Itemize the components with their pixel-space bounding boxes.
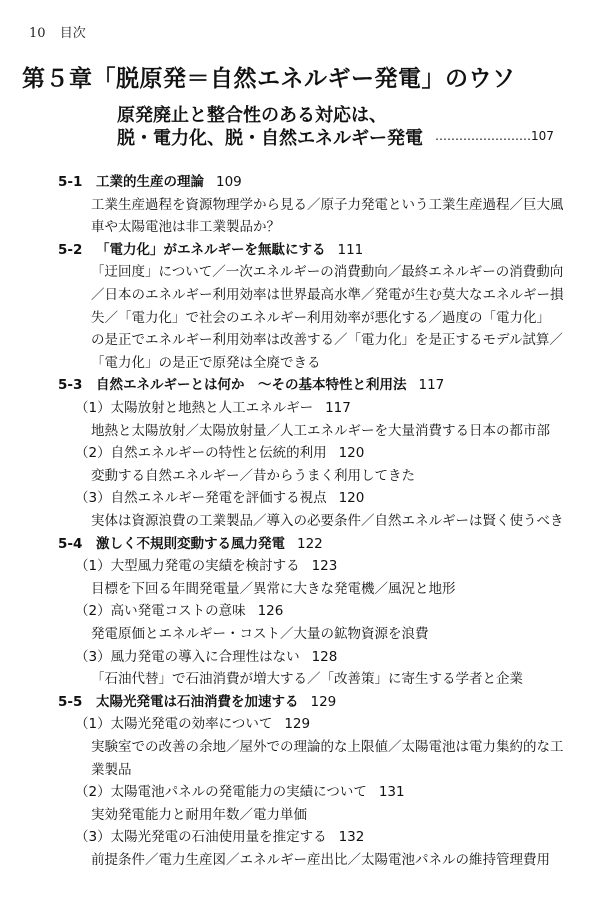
entry-description: 車や太陽電池は非工業製品か？: [91, 219, 280, 236]
subsection-page: 120: [338, 445, 365, 462]
section-heading: [58, 172, 242, 192]
entry-description: 工業生産過程を資源物理学から見る／原子力発電という工業生産過程／巨大風: [91, 196, 564, 213]
entry-description: の是正でエネルギー利用効率は改善する／「電力化」を是正するモデル試算／: [91, 332, 563, 349]
entry-description: 「迂回度」について／一次エネルギーの消費動向／最終エネルギーの消費動向: [91, 264, 564, 281]
section-title: 工業的生産の理論: [96, 174, 204, 190]
subsection-heading: [75, 714, 310, 734]
entry-description: ／日本のエネルギー利用効率は世界最高水準／発電が生む莫大なエネルギー損: [91, 287, 564, 303]
entry-description: 失／「電力化」で社会のエネルギー利用効率が悪化する／過度の「電力化」: [91, 309, 550, 326]
subsection-title: （1）太陽光発電の効率について: [75, 716, 273, 733]
page-number: 10: [29, 26, 46, 41]
section-title: 激しく不規則変動する風力発電: [96, 535, 285, 552]
chapter-title: 第５章「脱原発＝自然エネルギー発電」のウソ: [22, 66, 516, 92]
subsection-title: （2）太陽電池パネルの発電能力の実績について: [75, 784, 367, 801]
section-page: 117: [418, 377, 445, 394]
entry-description: 目標を下回る年間発電量／異常に大きな発電機／風況と地形: [91, 580, 456, 597]
subsection-heading: [75, 827, 364, 847]
subsection-page: 123: [311, 558, 338, 575]
chapter-subtitle-line1: 原発廃止と整合性のある対応は、: [117, 105, 387, 126]
entry-description: 実体は資源浪費の工業製品／導入の必要条件／自然エネルギーは賢く使うべき: [91, 513, 564, 529]
section-heading: [58, 375, 444, 395]
section-number: 5-5: [58, 693, 83, 710]
subsection-title: （3）自然エネルギー発電を評価する視点: [75, 490, 327, 507]
entry-description: 「電力化」の是正で原発は全廃できる: [91, 354, 321, 371]
chapter-subtitle-line2: 脱・電力化、脱・自然エネルギー発電: [117, 128, 423, 149]
subsection-title: （1）大型風力発電の実績を検討する: [75, 558, 300, 575]
subsection-title: （1）太陽放射と地熱と人工エネルギー: [75, 400, 314, 416]
section-title: 自然エネルギーとは何か 〜その基本特性と利用法: [96, 377, 407, 394]
subsection-page: 126: [257, 603, 284, 620]
entry-description: 発電原価とエネルギー・コスト／大量の鉱物資源を浪費: [91, 626, 429, 642]
section-heading: [58, 692, 336, 712]
subsection-heading: [75, 556, 337, 576]
entry-description: 前提条件／電力生産図／エネルギー産出比／太陽電池パネルの維持管理費用: [91, 852, 550, 868]
section-page: 109: [216, 174, 242, 190]
section-number: 5-3: [58, 377, 83, 394]
subsection-heading: [75, 488, 364, 508]
section-heading: [58, 534, 323, 554]
subsection-heading: [75, 398, 351, 418]
entry-description: 変動する自然エネルギー／昔からうまく利用してきた: [91, 467, 415, 484]
entry-description: 地熱と太陽放射／太陽放射量／人工エネルギーを大量消費する日本の都市部: [91, 422, 550, 439]
entry-description: 業製品: [91, 761, 132, 778]
section-number: 5-2: [58, 241, 83, 258]
section-page: 122: [297, 535, 323, 552]
section-heading: [58, 240, 363, 260]
subsection-heading: [75, 601, 283, 621]
subsection-heading: [75, 782, 405, 802]
subsection-heading: [75, 443, 364, 463]
subsection-title: （3）風力発電の導入に合理性はない: [75, 648, 300, 665]
section-number: 5-1: [58, 174, 83, 190]
entry-description: 実験室での改善の余地／屋外での理論的な上限値／太陽電池は電力集約的な工: [91, 739, 564, 755]
subsection-page: 132: [338, 829, 365, 846]
subsection-title: （2）高い発電コストの意味: [75, 603, 246, 620]
subsection-page: 128: [311, 648, 338, 665]
section-page: 129: [310, 693, 337, 710]
subsection-title: （3）太陽光発電の石油使用量を推定する: [75, 829, 327, 846]
subsection-page: 120: [338, 490, 365, 507]
entry-description: 「石油代替」で石油消費が増大する／「改善策」に寄生する学者と企業: [91, 671, 523, 688]
subsection-page: 117: [325, 400, 351, 416]
chapter-page-leader: ……………………107: [435, 129, 554, 143]
subsection-title: （2）自然エネルギーの特性と伝統的利用: [75, 445, 327, 462]
header-label: 目次: [59, 26, 86, 41]
subsection-page: 129: [284, 716, 311, 733]
running-header: [29, 22, 86, 41]
section-number: 5-4: [58, 535, 83, 552]
subsection-page: 131: [378, 784, 405, 801]
entry-description: 実効発電能力と耐用年数／電力単価: [91, 806, 307, 823]
section-page: 111: [337, 241, 364, 258]
section-title: 太陽光発電は石油消費を加速する: [96, 693, 299, 710]
section-title: 「電力化」がエネルギーを無駄にする: [96, 241, 326, 258]
subsection-heading: [75, 647, 337, 667]
